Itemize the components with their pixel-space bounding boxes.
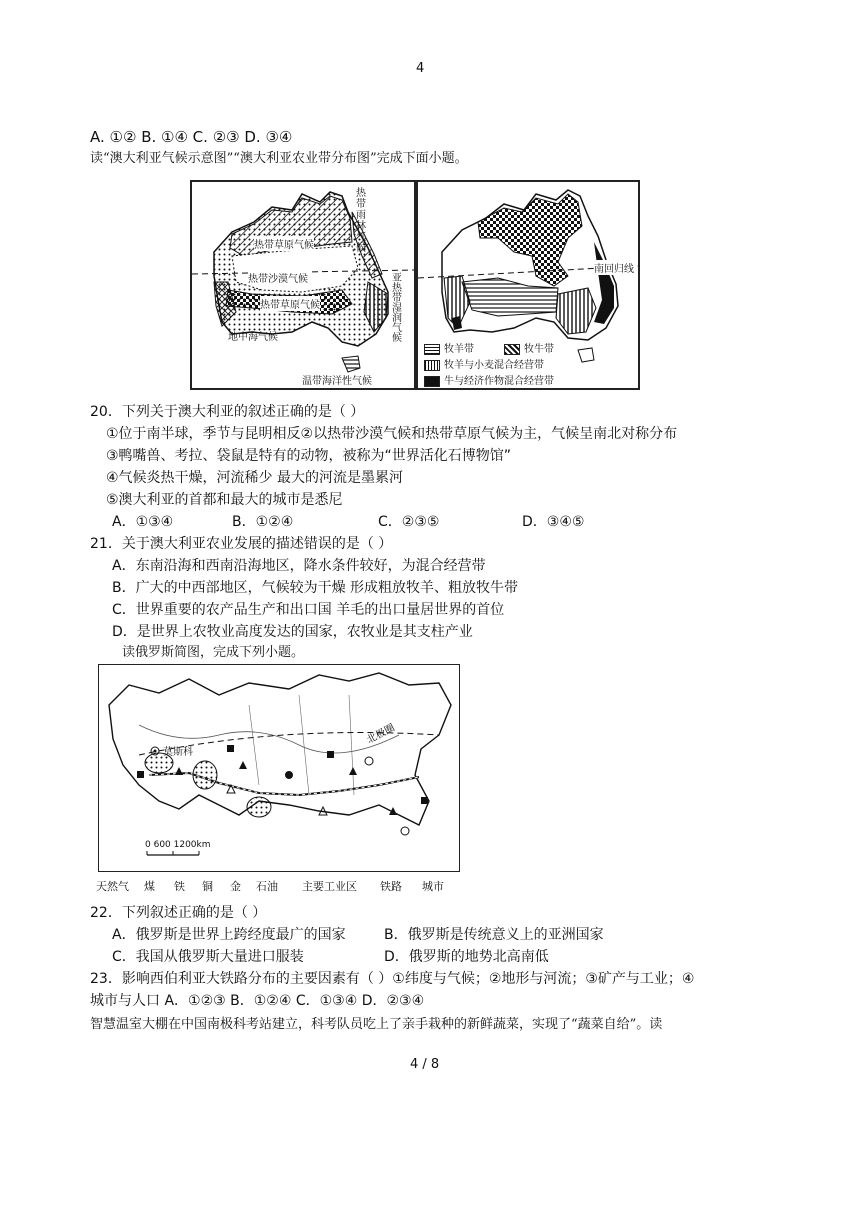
australia-agriculture-map bbox=[416, 180, 640, 390]
label-mediterranean: 地中海气候 bbox=[228, 332, 278, 343]
q21-option-d[interactable]: D．是世界上农牧业高度发达的国家，农牧业是其支柱产业 bbox=[112, 624, 473, 640]
q20-item-2: ③鸭嘴兽、考拉、袋鼠是特有的动物，被称为“世界活化石博物馆” bbox=[106, 448, 512, 464]
legend-sheep: 牧羊带 bbox=[424, 340, 474, 355]
q22-option-d[interactable]: D．俄罗斯的地势北高南低 bbox=[384, 949, 549, 965]
q22-option-b[interactable]: B．俄罗斯是传统意义上的亚洲国家 bbox=[384, 927, 604, 943]
legend-cash-crop: 牛与经济作物混合经营带 bbox=[424, 372, 554, 387]
q20-option-a[interactable]: A．①③④ bbox=[112, 514, 174, 530]
legend-city: 城市 bbox=[422, 880, 444, 893]
legend-wheat-sheep: 牧羊与小麦混合经营带 bbox=[424, 356, 544, 371]
scale-label: 0 600 1200km bbox=[145, 840, 211, 850]
legend-coal: 煤 bbox=[144, 880, 155, 893]
legend-gold: 金 bbox=[230, 880, 241, 893]
label-temperate-maritime: 温带海洋性气候 bbox=[302, 376, 372, 387]
next-intro: 智慧温室大棚在中国南极科考站建立，科考队员吃上了亲手栽种的新鲜蔬菜，实现了“蔬菜自给”。读 bbox=[90, 1017, 663, 1032]
q21-option-a[interactable]: A．东南沿海和西南沿海地区，降水条件较好，为混合经营带 bbox=[112, 558, 486, 574]
page-number: 4 bbox=[416, 61, 425, 76]
russia-map bbox=[98, 664, 460, 872]
q20-option-d[interactable]: D．③④⑤ bbox=[522, 514, 585, 530]
legend-copper: 铜 bbox=[202, 880, 213, 893]
label-tropical-grassland-north: 热带草原气候 bbox=[254, 236, 314, 251]
australia-intro: 读“澳大利亚气候示意图”“澳大利亚农业带分布图”完成下面小题。 bbox=[90, 151, 468, 166]
q20-item-3: ④气候炎热干燥，河流稀少 最大的河流是墨累河 bbox=[106, 470, 403, 486]
tropic-of-capricorn-label: 南回归线 bbox=[594, 260, 634, 275]
label-tropical-desert: 热带沙漠气候 bbox=[248, 270, 308, 285]
q22-stem: 22．下列叙述正确的是（ ） bbox=[90, 905, 267, 921]
q23-stem: 23．影响西伯利亚大铁路分布的主要因素有（ ）①纬度与气候；②地形与河流；③矿产与工业；④ bbox=[90, 971, 695, 987]
q20-option-b[interactable]: B．①②④ bbox=[232, 514, 294, 530]
page-of-total: 4 / 8 bbox=[410, 1057, 440, 1072]
legend-oil: 石油 bbox=[256, 880, 278, 893]
q20-stem: 20．下列关于澳大利亚的叙述正确的是（ ） bbox=[90, 404, 365, 420]
q20-option-c[interactable]: C．②③⑤ bbox=[378, 514, 440, 530]
label-tropical-grassland-south: 热带草原气候 bbox=[260, 296, 320, 311]
q21-stem: 21．关于澳大利亚农业发展的描述错误的是（ ） bbox=[90, 536, 393, 552]
moscow-label: 莫斯科 bbox=[163, 747, 193, 758]
russia-intro: 读俄罗斯简图，完成下列小题。 bbox=[122, 645, 305, 660]
q20-item-1: ①位于南半球，季节与昆明相反②以热带沙漠气候和热带草原气候为主，气候呈南北对称分布 bbox=[106, 426, 678, 442]
russia-legend bbox=[96, 876, 456, 896]
q21-option-c[interactable]: C．世界重要的农产品生产和出口国 羊毛的出口量居世界的首位 bbox=[112, 602, 505, 618]
australia-climate-svg bbox=[192, 182, 414, 388]
q23-options[interactable]: 城市与人口 A．①②③ B．①②④ C．①③④ D．②③④ bbox=[90, 993, 425, 1009]
legend-natural-gas: 天然气 bbox=[96, 880, 129, 893]
label-subtropical-humid: 亚热带湿润气候 bbox=[392, 273, 402, 344]
previous-question-options: A. ①② B. ①④ C. ②③ D. ③④ bbox=[90, 128, 293, 146]
q21-option-b[interactable]: B．广大的中西部地区，气候较为干燥 形成粗放牧羊、粗放牧牛带 bbox=[112, 580, 519, 596]
q22-option-a[interactable]: A．俄罗斯是世界上跨经度最广的国家 bbox=[112, 927, 346, 943]
arctic-circle-label: 北极圈 bbox=[365, 722, 397, 747]
label-tropical-rainforest: 热带雨林气候 bbox=[356, 188, 366, 254]
q20-item-4: ⑤澳大利亚的首都和最大的城市是悉尼 bbox=[106, 492, 343, 508]
legend-iron: 铁 bbox=[174, 880, 185, 893]
legend-industrial-zone: 主要工业区 bbox=[302, 880, 357, 893]
australia-climate-map bbox=[190, 180, 416, 390]
legend-cattle: 牧牛带 bbox=[504, 340, 554, 355]
legend-railway: 铁路 bbox=[380, 880, 402, 893]
q22-option-c[interactable]: C．我国从俄罗斯大量进口服装 bbox=[112, 949, 304, 965]
